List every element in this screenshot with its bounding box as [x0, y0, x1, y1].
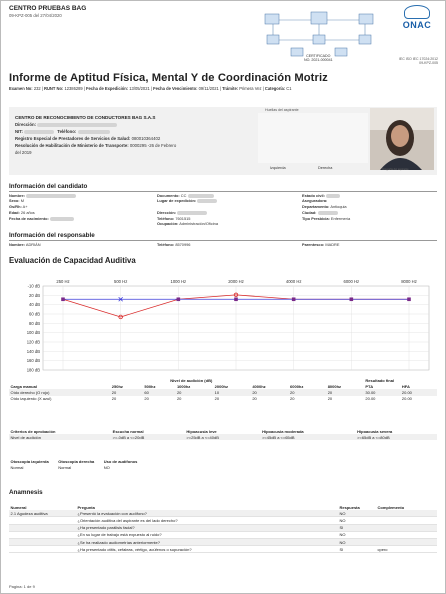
y-tick-label: 20 dB — [29, 292, 40, 298]
hearing-cell: 20.00 — [400, 389, 437, 395]
hearing-cell: 20 — [327, 396, 333, 402]
y-tick-label: 40 dB — [29, 302, 40, 308]
anamnesis-cell — [9, 538, 76, 545]
anamnesis-cell: cpero — [376, 546, 437, 553]
approval-criteria-table — [9, 428, 437, 440]
candidate-name: Nombre: — [9, 194, 76, 199]
x-tick-label: 2000 Hz — [228, 279, 244, 284]
anamnesis-cell — [9, 546, 76, 553]
y-tick-label: 60 dB — [29, 311, 40, 317]
anamnesis-cell: ¿Ha presentado otitis, cefaleas, vértigo, acúfenos o supuración? — [76, 546, 338, 553]
hearing-cell: 20 — [214, 396, 220, 402]
anamnesis-cell — [9, 531, 76, 538]
anamnesis-cell — [376, 531, 437, 538]
y-tick-label: 100 dB — [26, 330, 40, 336]
candidate-presbyopia: Tipo Presbicia: Enfermería — [302, 216, 351, 221]
y-tick-label: 120 dB — [26, 339, 40, 345]
candidate-phone: Teléfono: 7601515 — [157, 216, 191, 221]
hearing-cell: 20 — [144, 396, 149, 402]
criteria-col-header: Criterios de aprobación — [10, 428, 56, 434]
anamnesis-cell: NO — [338, 538, 376, 545]
anamnesis-row — [9, 538, 437, 545]
center-resolution: Resolución de Habilitación de Ministerio de Transporte: 0000295 -26 de Febrero — [15, 143, 177, 148]
hearing-cell: 20 — [175, 389, 213, 395]
criteria-cell: >=65dB a <=80dB — [356, 434, 437, 440]
otoscopy-cell: NO — [103, 464, 110, 470]
photo-caption: fotografía del aspirante — [382, 168, 409, 171]
anamnesis-row — [9, 510, 437, 517]
hearing-cell: 30.00 — [364, 389, 401, 395]
criteria-cell: >=25dB a <=40dB — [185, 434, 261, 440]
criteria-col-header: Hipoacusia moderada — [262, 428, 304, 434]
anamnesis-cell: ¿Orientación auditiva del aspirante es del lado derecho? — [76, 517, 338, 524]
hearing-cell: Oído derecho (O rojo) — [9, 389, 110, 395]
hearing-col-header: 500hz — [144, 383, 156, 389]
hearing-cell: 20 — [290, 396, 295, 402]
anamnesis-cell: 2.1 Agudeza auditiva — [9, 510, 76, 517]
x-tick-label: 1000 Hz — [170, 279, 187, 284]
hearing-cell: 20 — [176, 396, 182, 402]
x-tick-label: 500 Hz — [114, 279, 128, 284]
candidate-heading: Información del candidato — [9, 183, 88, 190]
onac-seal-icon — [404, 5, 430, 19]
candidate-doc-place: Lugar de expedición: — [157, 199, 217, 204]
anamnesis-cell: SI — [338, 524, 376, 531]
hearing-cell: 20 — [326, 389, 364, 395]
otoscopy-row — [9, 464, 145, 470]
anamnesis-row — [9, 546, 437, 553]
y-tick-label: 160 dB — [26, 358, 40, 364]
onac-wordmark: ONAC — [402, 20, 432, 30]
criteria-col-header: Hipoacusia leve — [186, 428, 217, 434]
candidate-insurer: Aseguradora: — [302, 198, 328, 203]
criteria-col-header: Hipoacusia severa — [357, 428, 393, 434]
anamnesis-cell — [9, 517, 76, 524]
candidate-divider — [9, 191, 437, 192]
certificate-number: NO. 2021-000041 — [304, 58, 333, 63]
hearing-row — [9, 396, 437, 402]
anamnesis-cell — [9, 524, 76, 531]
center-registry: Registro Especial de Prestadores de Servicios de Salud: 080010364402 — [15, 136, 161, 141]
otoscopy-header — [9, 458, 145, 464]
hearing-cell: 20.00 — [401, 396, 412, 402]
hearing-cell: 20 — [110, 389, 143, 395]
hearing-cell: 20 — [252, 396, 257, 402]
y-tick-label: 140 dB — [26, 348, 40, 354]
hearing-col-header: Carga manual — [10, 383, 37, 389]
anamnesis-cell: NO — [338, 531, 376, 538]
left-ear-marker — [177, 297, 181, 301]
left-ear-marker — [350, 297, 354, 301]
hearing-level-group: Nivel de audición (dB) — [170, 377, 213, 383]
center-resolution-year: del 2019 — [15, 150, 32, 155]
iec-line-1: IEC ISO IEC 17024:2012 — [398, 57, 438, 61]
onac-logo — [395, 5, 439, 31]
hearing-cell: Oído izquierdo (X azul) — [10, 396, 52, 402]
criteria-col-header: Escucha normal — [112, 428, 144, 434]
anamnesis-row — [9, 524, 437, 531]
hearing-col-header: PTA — [365, 383, 374, 389]
certificate-title: CERTIFICADO — [306, 54, 331, 58]
responsible-divider — [9, 240, 437, 241]
anamnesis-col-header: Complemento — [377, 504, 405, 510]
candidate-civil-status: Estado civil: — [302, 194, 340, 199]
left-ear-marker — [234, 297, 238, 301]
anamnesis-cell: ¿Se ha realizado audiometrías anteriormente? — [76, 538, 338, 545]
otoscopy-col-header: Otoscopia izquierda — [10, 458, 49, 464]
otoscopy-table — [9, 458, 145, 470]
anamnesis-cell — [376, 510, 437, 517]
anamnesis-cell: ¿En su lugar de trabajo está expuesto al ruido? — [76, 531, 338, 538]
anamnesis-row — [9, 531, 437, 538]
candidate-age: Edad: 26 años — [9, 210, 35, 215]
center-address: Dirección: — [15, 122, 117, 127]
anamnesis-col-header: Respuesta — [339, 504, 360, 510]
anamnesis-cell: ¿Ha presentado parálisis facial? — [76, 524, 338, 531]
candidate-department: Departamento: Antioquia — [302, 204, 347, 209]
report-title: Informe de Aptitud Física, Mental Y de Coordinación Motriz — [9, 72, 328, 84]
hearing-cell: 60 — [143, 389, 176, 395]
candidate-birthdate: Fecha de nacimiento: — [9, 217, 74, 222]
otoscopy-col-header: Otoscopia derecha — [58, 458, 95, 464]
anamnesis-cell — [376, 538, 437, 545]
candidate-blood-type: Gs/Rh: A+ — [9, 204, 28, 209]
otoscopy-cell: Normal — [10, 464, 24, 470]
fingerprints-label: Huellas del aspirante — [265, 108, 299, 112]
hearing-col-header: 8000hz — [327, 383, 342, 389]
left-ear-marker — [292, 297, 296, 301]
responsible-name: Nombre: ADRIÁN — [9, 242, 41, 247]
hearing-cell: 20.00 — [365, 396, 376, 402]
responsible-phone: Teléfono: 8570996 — [157, 242, 191, 247]
anamnesis-row — [9, 517, 437, 524]
organization-name: CENTRO PRUEBAS BAG — [9, 5, 87, 12]
hearing-cell: 20 — [111, 396, 117, 402]
candidate-sex: Sexo: M — [9, 198, 24, 203]
responsible-relationship: Parentesco: MADRE — [302, 242, 340, 247]
hearing-col-header: 4000hz — [252, 383, 266, 389]
y-tick-label: -10 dB — [27, 283, 40, 289]
exam-info-line: Examen No: 232 | RUNT No: 12386289 | Fecha de Expedición: 13/05/2021 | Fecha de Vencimiento: 09/11/2021 | Trámite: Primera Vez | Categoría: C1 — [9, 86, 292, 91]
criteria-cell: >=45dB a <=65dB — [261, 434, 356, 440]
x-tick-label: 6000 Hz — [343, 279, 360, 284]
hearing-col-header: 250hz — [111, 383, 123, 389]
hearing-col-header: HFA — [401, 383, 410, 389]
hearing-level-table — [9, 377, 437, 402]
anamnesis-heading: Anamnesis — [9, 489, 43, 496]
criteria-cell: >=-0dB a <=20dB — [111, 434, 185, 440]
iec-standard — [398, 57, 438, 66]
hearing-col-header: 2000hz — [214, 383, 228, 389]
anamnesis-col-header: Numeral — [10, 504, 27, 510]
responsible-heading: Información del responsable — [9, 232, 95, 239]
right-fingerprint-label: Derecha — [318, 166, 333, 170]
otoscopy-col-header: Uso de audífonos — [103, 458, 138, 464]
fingerprints-area — [258, 113, 368, 163]
iec-line-2: 09-KPZ-005 — [419, 61, 438, 66]
hearing-col-header: 6000hz — [290, 383, 304, 389]
chart-title: Evaluación de Capacidad Auditiva — [9, 256, 136, 265]
final-result-group: Resultado final — [365, 377, 395, 383]
criteria-row — [9, 434, 437, 440]
organization-code: 09-KPZ-005 del 27/04/2020 — [9, 13, 62, 18]
candidate-address: Dirección: — [157, 211, 207, 216]
anamnesis-cell — [376, 524, 437, 531]
hearing-col-header: 1000hz — [176, 383, 191, 389]
candidate-photo — [370, 108, 434, 170]
anamnesis-cell: ¿Presentó la evaluación con audífono? — [76, 510, 338, 517]
anamnesis-cell: NO — [338, 510, 376, 517]
anamnesis-cell — [376, 517, 437, 524]
hearing-cell: 20 — [251, 389, 289, 395]
candidate-document: Documento: CC — [157, 194, 214, 199]
otoscopy-cell: Normal — [58, 464, 72, 470]
x-tick-label: 8000 Hz — [401, 279, 417, 284]
anamnesis-col-header: Pregunta — [77, 504, 95, 510]
page-number: Pagina: 1 de 9 — [9, 584, 35, 589]
y-tick-label: 180 dB — [26, 367, 40, 372]
x-tick-label: 4000 Hz — [285, 279, 302, 284]
audiogram-chart — [9, 276, 437, 372]
left-ear-marker — [61, 297, 65, 301]
candidate-occupation: Ocupación: Administración/Oficina — [157, 221, 218, 226]
anamnesis-table — [9, 504, 437, 553]
candidate-city: Ciudad: — [302, 211, 338, 216]
hearing-cell: 20 — [289, 389, 327, 395]
criteria-cell: Nivel de audición — [9, 434, 111, 440]
x-tick-label: 250 Hz — [56, 279, 70, 284]
left-ear-marker — [407, 297, 411, 301]
certificate-label — [304, 54, 333, 63]
y-tick-label: 80 dB — [29, 320, 40, 326]
left-fingerprint-label: Izquierda — [270, 166, 286, 170]
hearing-cell: 10 — [213, 389, 251, 395]
anamnesis-cell: SI — [338, 546, 376, 553]
center-name: CENTRO DE RECONOCIMIENTO DE CONDUCTORES BAG S.A.S — [15, 115, 156, 120]
center-nit: NIT: Teléfono: — [15, 129, 110, 134]
anamnesis-cell: NO — [338, 517, 376, 524]
